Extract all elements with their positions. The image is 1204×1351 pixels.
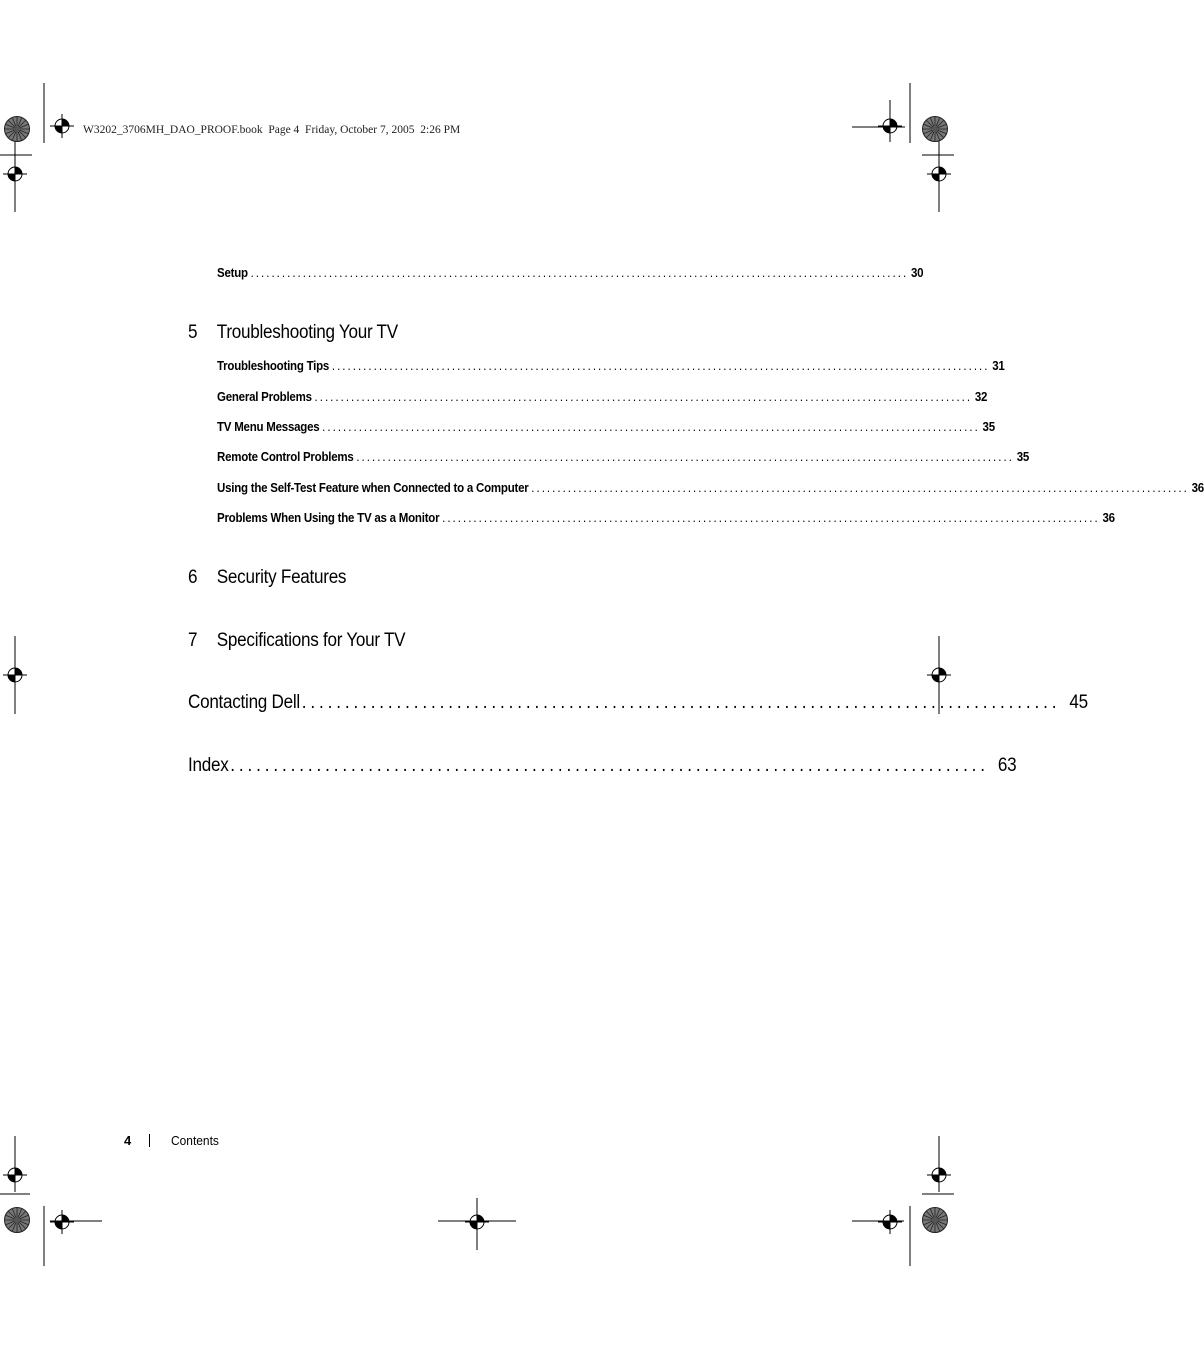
- toc-entry-page: 36: [1102, 511, 1115, 525]
- dot-leader: ..............................................................................................................................: [531, 481, 1189, 495]
- footer-separator: [149, 1134, 150, 1147]
- toc-entry-page: 30: [910, 266, 924, 280]
- toc-entry-label: Problems When Using the TV as a Monitor: [217, 511, 440, 525]
- dot-leader: ........................................................................................: [230, 755, 989, 776]
- dot-leader: ..............................................................................................................................: [442, 511, 1100, 525]
- toc-entry-page: 31: [992, 359, 1005, 373]
- toc-entry-label: Troubleshooting Tips: [217, 359, 330, 373]
- toc-entry-remote-control-problems[interactable]: [217, 450, 1030, 464]
- dot-leader: ..............................................................................................................................: [250, 266, 909, 280]
- toc-entry-label: General Problems: [217, 390, 312, 404]
- toc-entry-setup[interactable]: [217, 266, 924, 280]
- toc-entry-page: 35: [1016, 450, 1030, 464]
- chapter-heading-7[interactable]: [188, 630, 405, 652]
- dot-leader: ..............................................................................................................................: [331, 359, 990, 373]
- chapter-title: Security Features: [216, 567, 347, 588]
- toc-entry-general-problems[interactable]: [217, 390, 988, 404]
- toc-entry-tv-menu-messages[interactable]: [217, 420, 995, 434]
- toc-entry-index[interactable]: [188, 755, 1017, 777]
- chapter-heading-6[interactable]: [188, 567, 346, 589]
- dot-leader: ..............................................................................................................................: [314, 390, 973, 404]
- toc-entry-troubleshooting-tips[interactable]: [217, 359, 1005, 373]
- dot-leader: ..............................................................................................................................: [356, 450, 1014, 464]
- chapter-number: 7: [188, 630, 198, 651]
- toc-entry-label: Index: [188, 755, 229, 776]
- footer-page-number: 4: [124, 1133, 132, 1148]
- toc-entry-page: 36: [1191, 481, 1204, 495]
- toc-entry-label: TV Menu Messages: [217, 420, 320, 434]
- chapter-number: 5: [188, 322, 198, 343]
- chapter-title: Troubleshooting Your TV: [216, 322, 398, 343]
- toc-entry-contacting-dell[interactable]: [188, 692, 1088, 714]
- toc-entry-label: Setup: [217, 266, 248, 280]
- dot-leader: ........................................................................................: [301, 692, 1061, 713]
- toc-entry-page: 45: [1069, 692, 1088, 713]
- chapter-title: Specifications for Your TV: [216, 630, 406, 651]
- toc-entry-self-test-feature[interactable]: [217, 481, 1204, 495]
- toc-entry-tv-as-monitor[interactable]: [217, 511, 1115, 525]
- toc-entry-page: 32: [974, 390, 988, 404]
- toc-entry-page: 35: [982, 420, 995, 434]
- toc-entry-label: Using the Self-Test Feature when Connected to a Computer: [217, 481, 529, 495]
- toc-entry-label: Contacting Dell: [188, 692, 300, 713]
- footer-section-title: Contents: [171, 1133, 219, 1148]
- chapter-heading-5[interactable]: [188, 322, 398, 344]
- proof-header: W3202_3706MH_DAO_PROOF.book Page 4 Friday, October 7, 2005 2:26 PM: [83, 124, 461, 136]
- toc-entry-label: Remote Control Problems: [217, 450, 354, 464]
- chapter-number: 6: [188, 567, 198, 588]
- toc-entry-page: 63: [997, 755, 1017, 776]
- dot-leader: ..............................................................................................................................: [322, 420, 980, 434]
